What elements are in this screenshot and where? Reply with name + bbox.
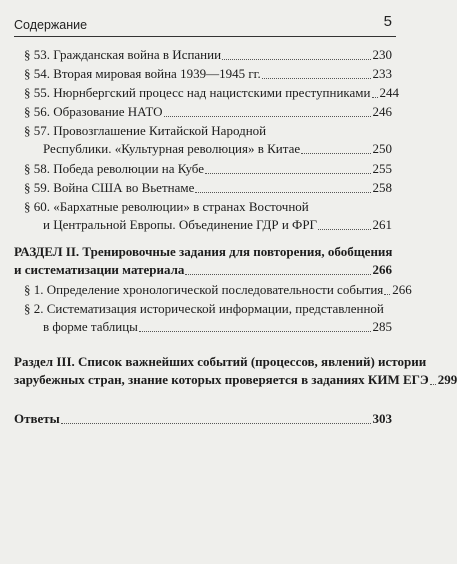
toc-entry-58: [24, 160, 392, 178]
dot-leader: [301, 153, 370, 154]
entry-title: § 53. Гражданская война в Испании: [24, 47, 222, 62]
section-title: РАЗДЕЛ II. Тренировочные задания для повторения, обобщения: [14, 244, 393, 259]
toc-section-3: [14, 353, 457, 389]
entry-page: 303: [372, 411, 392, 426]
section-title-continued: и систематизации материала: [14, 262, 185, 277]
entry-title: § 59. Война США во Вьетнаме: [24, 180, 195, 195]
toc-entry-s2-1: [24, 281, 412, 299]
toc-entry-56: [24, 103, 392, 121]
toc-entry-60: [24, 198, 392, 234]
entry-title: § 55. Нюрнбергский процесс над нацистскими преступниками: [24, 85, 371, 100]
dot-leader: [430, 384, 436, 385]
dot-leader: [222, 59, 370, 60]
entry-page: 266: [392, 282, 412, 297]
section-title: Раздел III. Список важнейших событий (процессов, явлений) истории: [14, 354, 427, 369]
dot-leader: [185, 274, 370, 275]
toc-answers: [14, 410, 392, 428]
toc-entry-55: [24, 84, 399, 102]
toc-section-2: [14, 243, 392, 279]
entry-title-continued: и Центральной Европы. Объединение ГДР и ФРГ: [43, 217, 318, 232]
entry-page: 299: [437, 372, 457, 387]
dot-leader: [384, 294, 390, 295]
entry-title: § 60. «Бархатные революции» в странах Восточной: [24, 199, 309, 214]
entry-title-continued: Республики. «Культурная революция» в Китае: [43, 141, 301, 156]
entry-page: 285: [372, 319, 392, 334]
dot-leader: [195, 192, 370, 193]
dot-leader: [205, 173, 371, 174]
entry-page: 244: [379, 85, 399, 100]
toc-entry-53: [24, 46, 392, 64]
entry-title: § 56. Образование НАТО: [24, 104, 163, 119]
page-number: 5: [383, 13, 392, 30]
entry-title-continued: в форме таблицы: [43, 319, 138, 334]
dot-leader: [139, 331, 371, 332]
toc-entry-57: [24, 122, 392, 158]
dot-leader: [318, 229, 370, 230]
dot-leader: [164, 116, 371, 117]
toc-entry-59: [24, 179, 392, 197]
dot-leader: [262, 78, 371, 79]
entry-page: 233: [372, 66, 392, 81]
entry-page: 250: [372, 141, 392, 156]
entry-title: § 1. Определение хронологической последовательности события: [24, 282, 384, 297]
section-title: Ответы: [14, 411, 60, 426]
entry-page: 266: [372, 262, 392, 277]
dot-leader: [61, 423, 371, 424]
toc-entry-54: [24, 65, 392, 83]
entry-page: 255: [372, 161, 392, 176]
entry-page: 230: [372, 47, 392, 62]
entry-page: 258: [372, 180, 392, 195]
entry-title: § 2. Систематизация исторической информации, представленной: [24, 301, 384, 316]
entry-title: § 58. Победа революции на Кубе: [24, 161, 204, 176]
dot-leader: [372, 97, 378, 98]
running-title: Содержание: [14, 18, 88, 32]
toc-entry-s2-2: [24, 300, 392, 336]
entry-page: 246: [372, 104, 392, 119]
entry-title: § 54. Вторая мировая война 1939—1945 гг.: [24, 66, 261, 81]
page-header: [14, 10, 396, 37]
entry-title: § 57. Провозглашение Китайской Народной: [24, 123, 267, 138]
section-title-continued: зарубежных стран, знание которых проверяется в заданиях КИМ ЕГЭ: [14, 372, 429, 387]
entry-page: 261: [372, 217, 392, 232]
